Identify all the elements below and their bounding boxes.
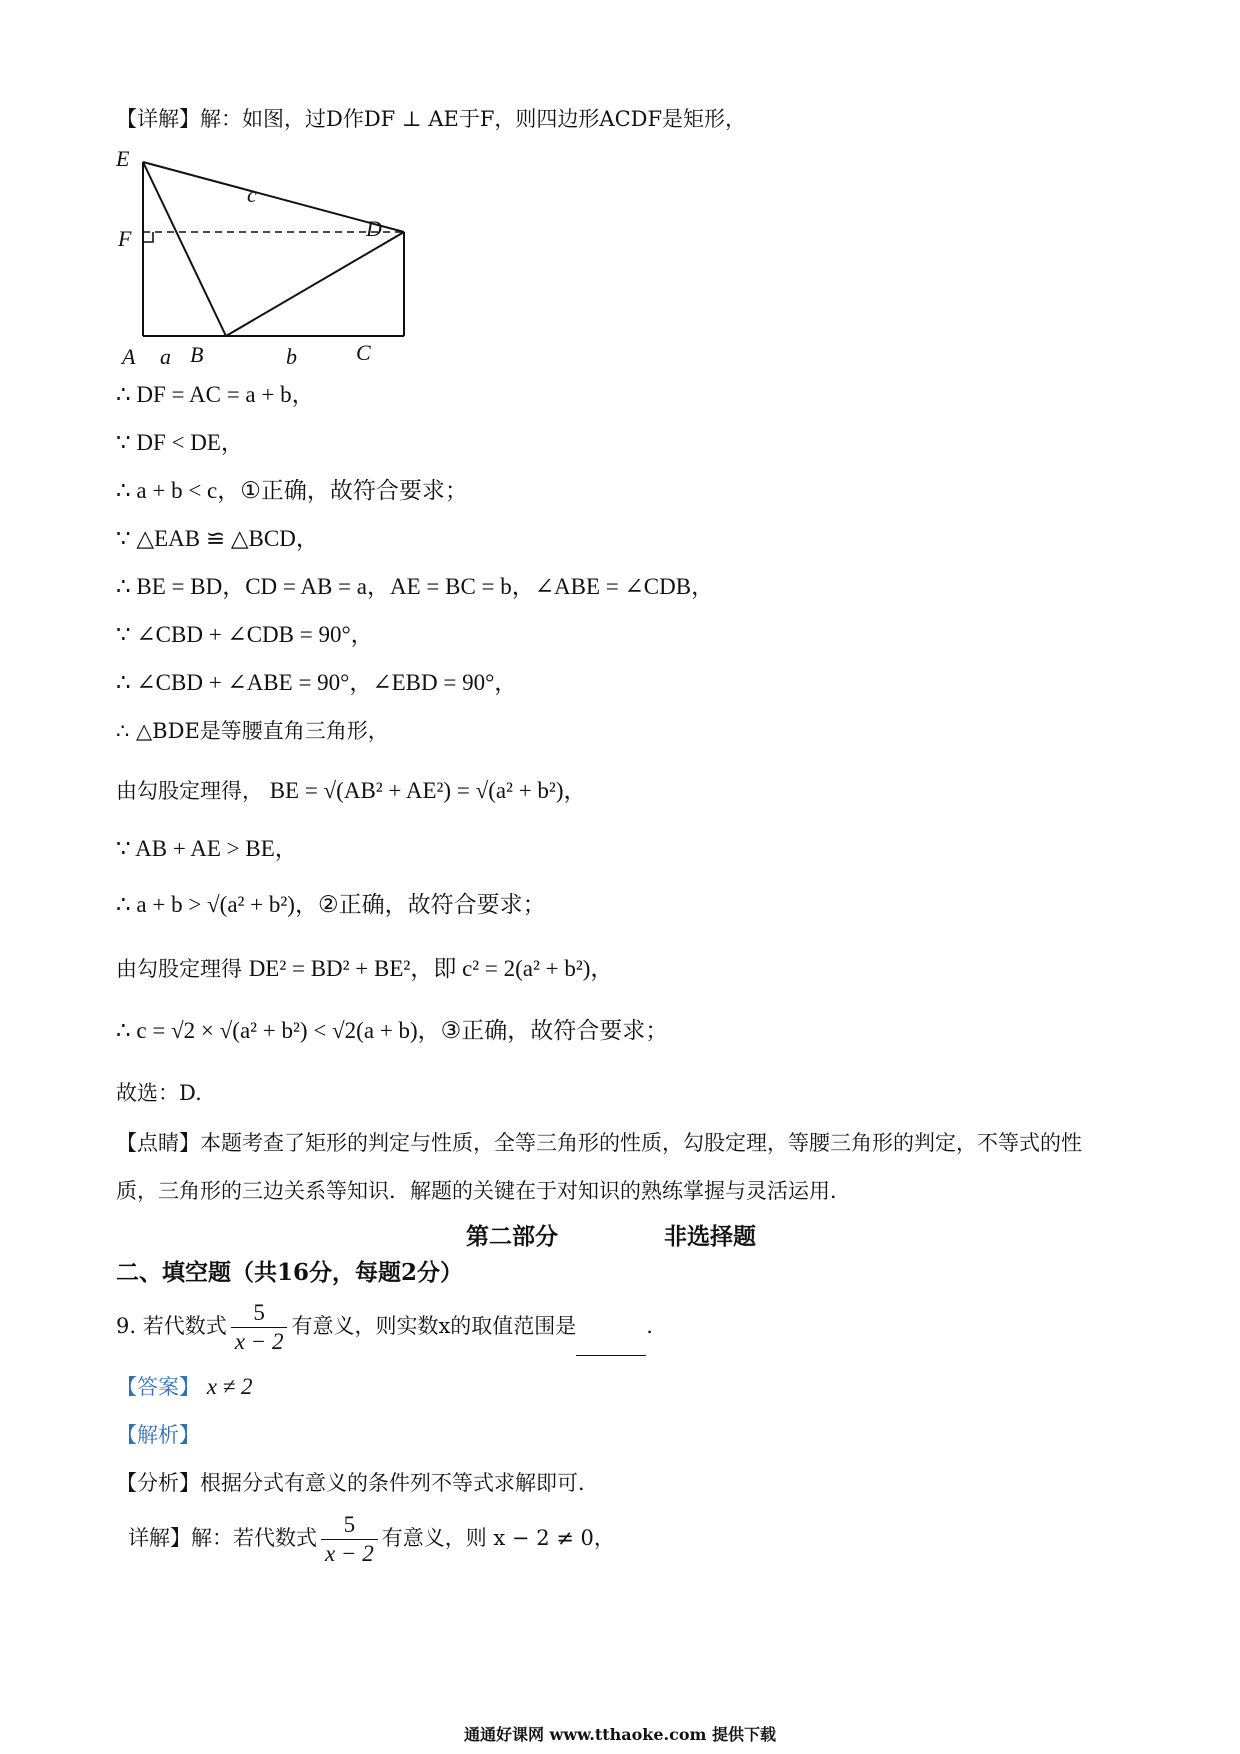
detail2-suffix: 有意义，则 x − 2 ≠ 0， xyxy=(381,1526,615,1550)
label-D: D xyxy=(366,216,382,241)
choose-answer: 故选：D. xyxy=(116,1081,202,1105)
step-conclusion-2: ∴ a + b > √(a² + b²)，②正确，故符合要求； xyxy=(116,892,546,917)
step-line-7: ∴ ∠CBD + ∠ABE = 90°，∠EBD = 90°， xyxy=(116,670,518,695)
q9-answer-blank xyxy=(576,1335,646,1356)
question-9 xyxy=(116,1296,653,1356)
step-line-2: ∵ DF < DE， xyxy=(116,430,244,455)
step-line-1: ∴ DF = AC = a + b， xyxy=(116,382,315,407)
answer-label: 【答案】 xyxy=(116,1375,200,1399)
section-title: 二、填空题（共16分，每题2分） xyxy=(116,1259,464,1286)
detail-heading: 【详解】解：如图，过D作DF ⊥ AE于F，则四边形ACDF是矩形， xyxy=(116,107,747,131)
label-C: C xyxy=(356,340,371,365)
q9-end: . xyxy=(646,1314,653,1338)
right-angle-mark xyxy=(143,232,153,242)
pythagoras-line-2 xyxy=(116,954,613,984)
q9-suffix: 有意义，则实数x的取值范围是 xyxy=(291,1314,577,1338)
segment-eb xyxy=(143,162,226,336)
comment-line-1: 【点睛】本题考查了矩形的判定与性质，全等三角形的性质，勾股定理，等腰三角形的判定，不等式的性 xyxy=(116,1131,1082,1155)
step-line-3: ∴ a + b < c，①正确，故符合要求； xyxy=(116,478,468,503)
step-ab-ae: ∵ AB + AE > BE， xyxy=(116,836,298,861)
answer-value: x ≠ 2 xyxy=(206,1374,253,1399)
pythagoras-prefix-1: 由勾股定理得， xyxy=(116,779,263,803)
part2-title-left: 第二部分 xyxy=(466,1223,558,1250)
label-F: F xyxy=(118,226,132,251)
pythagoras-line-1 xyxy=(116,776,586,806)
q9-prefix: 9. 若代数式 xyxy=(116,1314,227,1338)
pythagoras-expression-1: BE = √(AB² + AE²) = √(a² + b²)， xyxy=(269,778,587,803)
answer-line xyxy=(116,1372,253,1402)
page-footer: 通通好课网 www.tthaoke.com 提供下载 xyxy=(463,1725,777,1744)
label-a: a xyxy=(160,344,171,369)
q9-fraction xyxy=(231,1299,288,1356)
geometry-figure xyxy=(110,140,440,370)
part2-title-right: 非选择题 xyxy=(664,1223,756,1250)
detail2-fraction xyxy=(321,1511,378,1568)
q9-frac-num: 5 xyxy=(231,1299,288,1328)
detail2-prefix: 详解】解：若代数式 xyxy=(128,1526,317,1550)
analysis-label: 【解析】 xyxy=(116,1423,200,1447)
pythagoras-expression-2: DE² = BD² + BE²，即 c² = 2(a² + b²)， xyxy=(248,956,614,981)
pythagoras-prefix-2: 由勾股定理得 xyxy=(116,957,242,981)
detail-2 xyxy=(128,1508,615,1568)
label-A: A xyxy=(122,344,136,369)
step-line-5: ∴ BE = BD，CD = AB = a，AE = BC = b，∠ABE = ∠CDB， xyxy=(116,574,715,599)
analysis-text: 【分析】根据分式有意义的条件列不等式求解即可． xyxy=(116,1471,599,1495)
label-b: b xyxy=(286,344,297,369)
segment-bd xyxy=(226,232,404,336)
detail2-frac-num: 5 xyxy=(321,1511,378,1540)
segment-ed xyxy=(143,162,404,232)
step-line-4: ∵ △EAB ≌ △BCD， xyxy=(116,526,319,551)
comment-line-2: 质，三角形的三边关系等知识．解题的关键在于对知识的熟练掌握与灵活运用． xyxy=(116,1179,851,1203)
q9-frac-den: x − 2 xyxy=(234,1329,284,1354)
step-conclusion-3: ∴ c = √2 × √(a² + b²) < √2(a + b)，③正确，故符合要求； xyxy=(116,1018,669,1043)
step-line-8: ∴ △BDE是等腰直角三角形， xyxy=(116,719,389,743)
step-line-6: ∵ ∠CBD + ∠CDB = 90°， xyxy=(116,622,374,647)
label-E: E xyxy=(116,146,130,171)
label-c: c xyxy=(247,182,257,207)
label-B: B xyxy=(190,342,204,367)
detail2-frac-den: x − 2 xyxy=(325,1541,374,1566)
